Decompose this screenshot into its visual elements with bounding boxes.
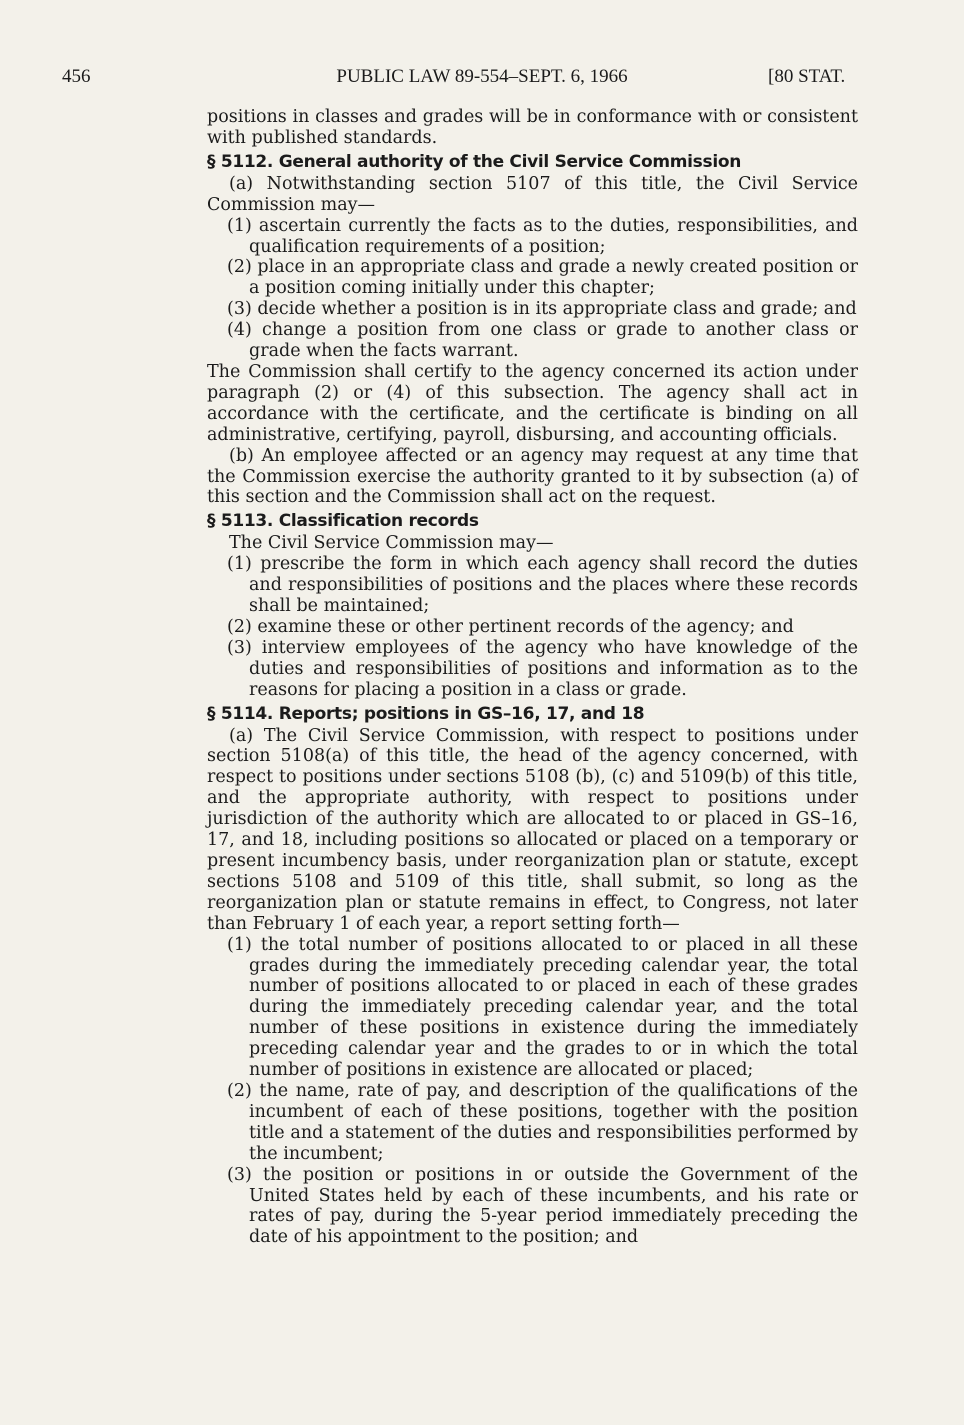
section-5112-heading: § 5112. General authority of the Civil Service Commission <box>207 151 742 172</box>
section-5112-item: (3) decide whether a position is in its appropriate class and grade; and <box>227 299 857 320</box>
section-5112-b: (b) An employee affected or an agency may request at any time that the Commission exercise the authority granted to it by subsection (a) of this section and the Commission shall act on the request. <box>207 445 858 508</box>
section-5113-item: (2) examine these or other pertinent records of the agency; and <box>227 616 794 637</box>
section-5112-a-close: The Commission shall certify to the agency concerned its action under paragraph (2) or (4) of this subsection. The agency shall act in accordance with the certificate, and the certificate is binding on all administrative, certifying, payroll, disbursing, and accounting officials. <box>207 361 858 445</box>
section-5113-item: (1) prescribe the form in which each agency shall record the duties and responsibilities of positions and the places where these records shall be maintained; <box>227 554 858 617</box>
section-5112-item: (2) place in an appropriate class and grade a newly created position or a position coming initially under this chapter; <box>227 257 858 299</box>
header-title: PUBLIC LAW 89-554–SEPT. 6, 1966 <box>336 66 628 87</box>
statute-reference: [80 STAT. <box>768 66 846 87</box>
section-5113-intro: The Civil Service Commission may— <box>229 533 554 554</box>
section-5114-item: (1) the total number of positions allocated to or placed in all these grades during the immediately preceding calendar year, the total number of positions allocated to or placed in each of these grades during the immediately preceding calendar year, and the total number of these positions in existence during the immediately preceding calendar year and the grades to or in which the total number of positions in existence are allocated or placed; <box>227 934 858 1081</box>
section-5113-item: (3) interview employees of the agency who have knowledge of the duties and responsibilities of positions and information as to the reasons for placing a position in a class or grade. <box>227 637 858 700</box>
section-5114-item: (3) the position or positions in or outside the Government of the United States held by each of these incumbents, and his rate or rates of pay, during the 5-year period immediately preceding the date of his appointment to the position; and <box>227 1164 858 1248</box>
running-header <box>0 66 964 90</box>
section-5114-item: (2) the name, rate of pay, and description of the qualifications of the incumbent of each of these positions, together with the position title and a statement of the duties and responsibilities performed by the incumbent; <box>227 1080 858 1164</box>
page-number: 456 <box>62 66 91 87</box>
section-5114-heading: § 5114. Reports; positions in GS–16, 17, and 18 <box>207 703 645 724</box>
section-5114-a-intro: (a) The Civil Service Commission, with respect to positions under section 5108(a) of this title, the head of the agency concerned, with respect to positions under sections 5108 (b), (c) and 5109(b) of this title, and the appropriate authority, with respect to positions under jurisdiction of the authority which are allocated to or placed in GS–16, 17, and 18, including positions so allocated or placed on a temporary or present incumbency basis, under reorganization plan or statute, except sections 5108 and 5109 of this title, shall submit, so long as the reorganization plan or statute remains in effect, to Congress, not later than February 1 of each year, a report setting forth— <box>207 725 858 934</box>
section-5112-item: (4) change a position from one class or grade to another class or grade when the facts warrant. <box>227 320 858 362</box>
statute-body <box>207 107 858 1248</box>
carryover-paragraph: positions in classes and grades will be in conformance with or consistent with published standards. <box>207 107 858 148</box>
section-5112-item: (1) ascertain currently the facts as to the duties, responsibilities, and qualification requirements of a position; <box>227 215 858 257</box>
section-5112-a-intro: (a) Notwithstanding section 5107 of this title, the Civil Service Commission may— <box>207 173 858 215</box>
section-5113-heading: § 5113. Classification records <box>207 511 479 532</box>
